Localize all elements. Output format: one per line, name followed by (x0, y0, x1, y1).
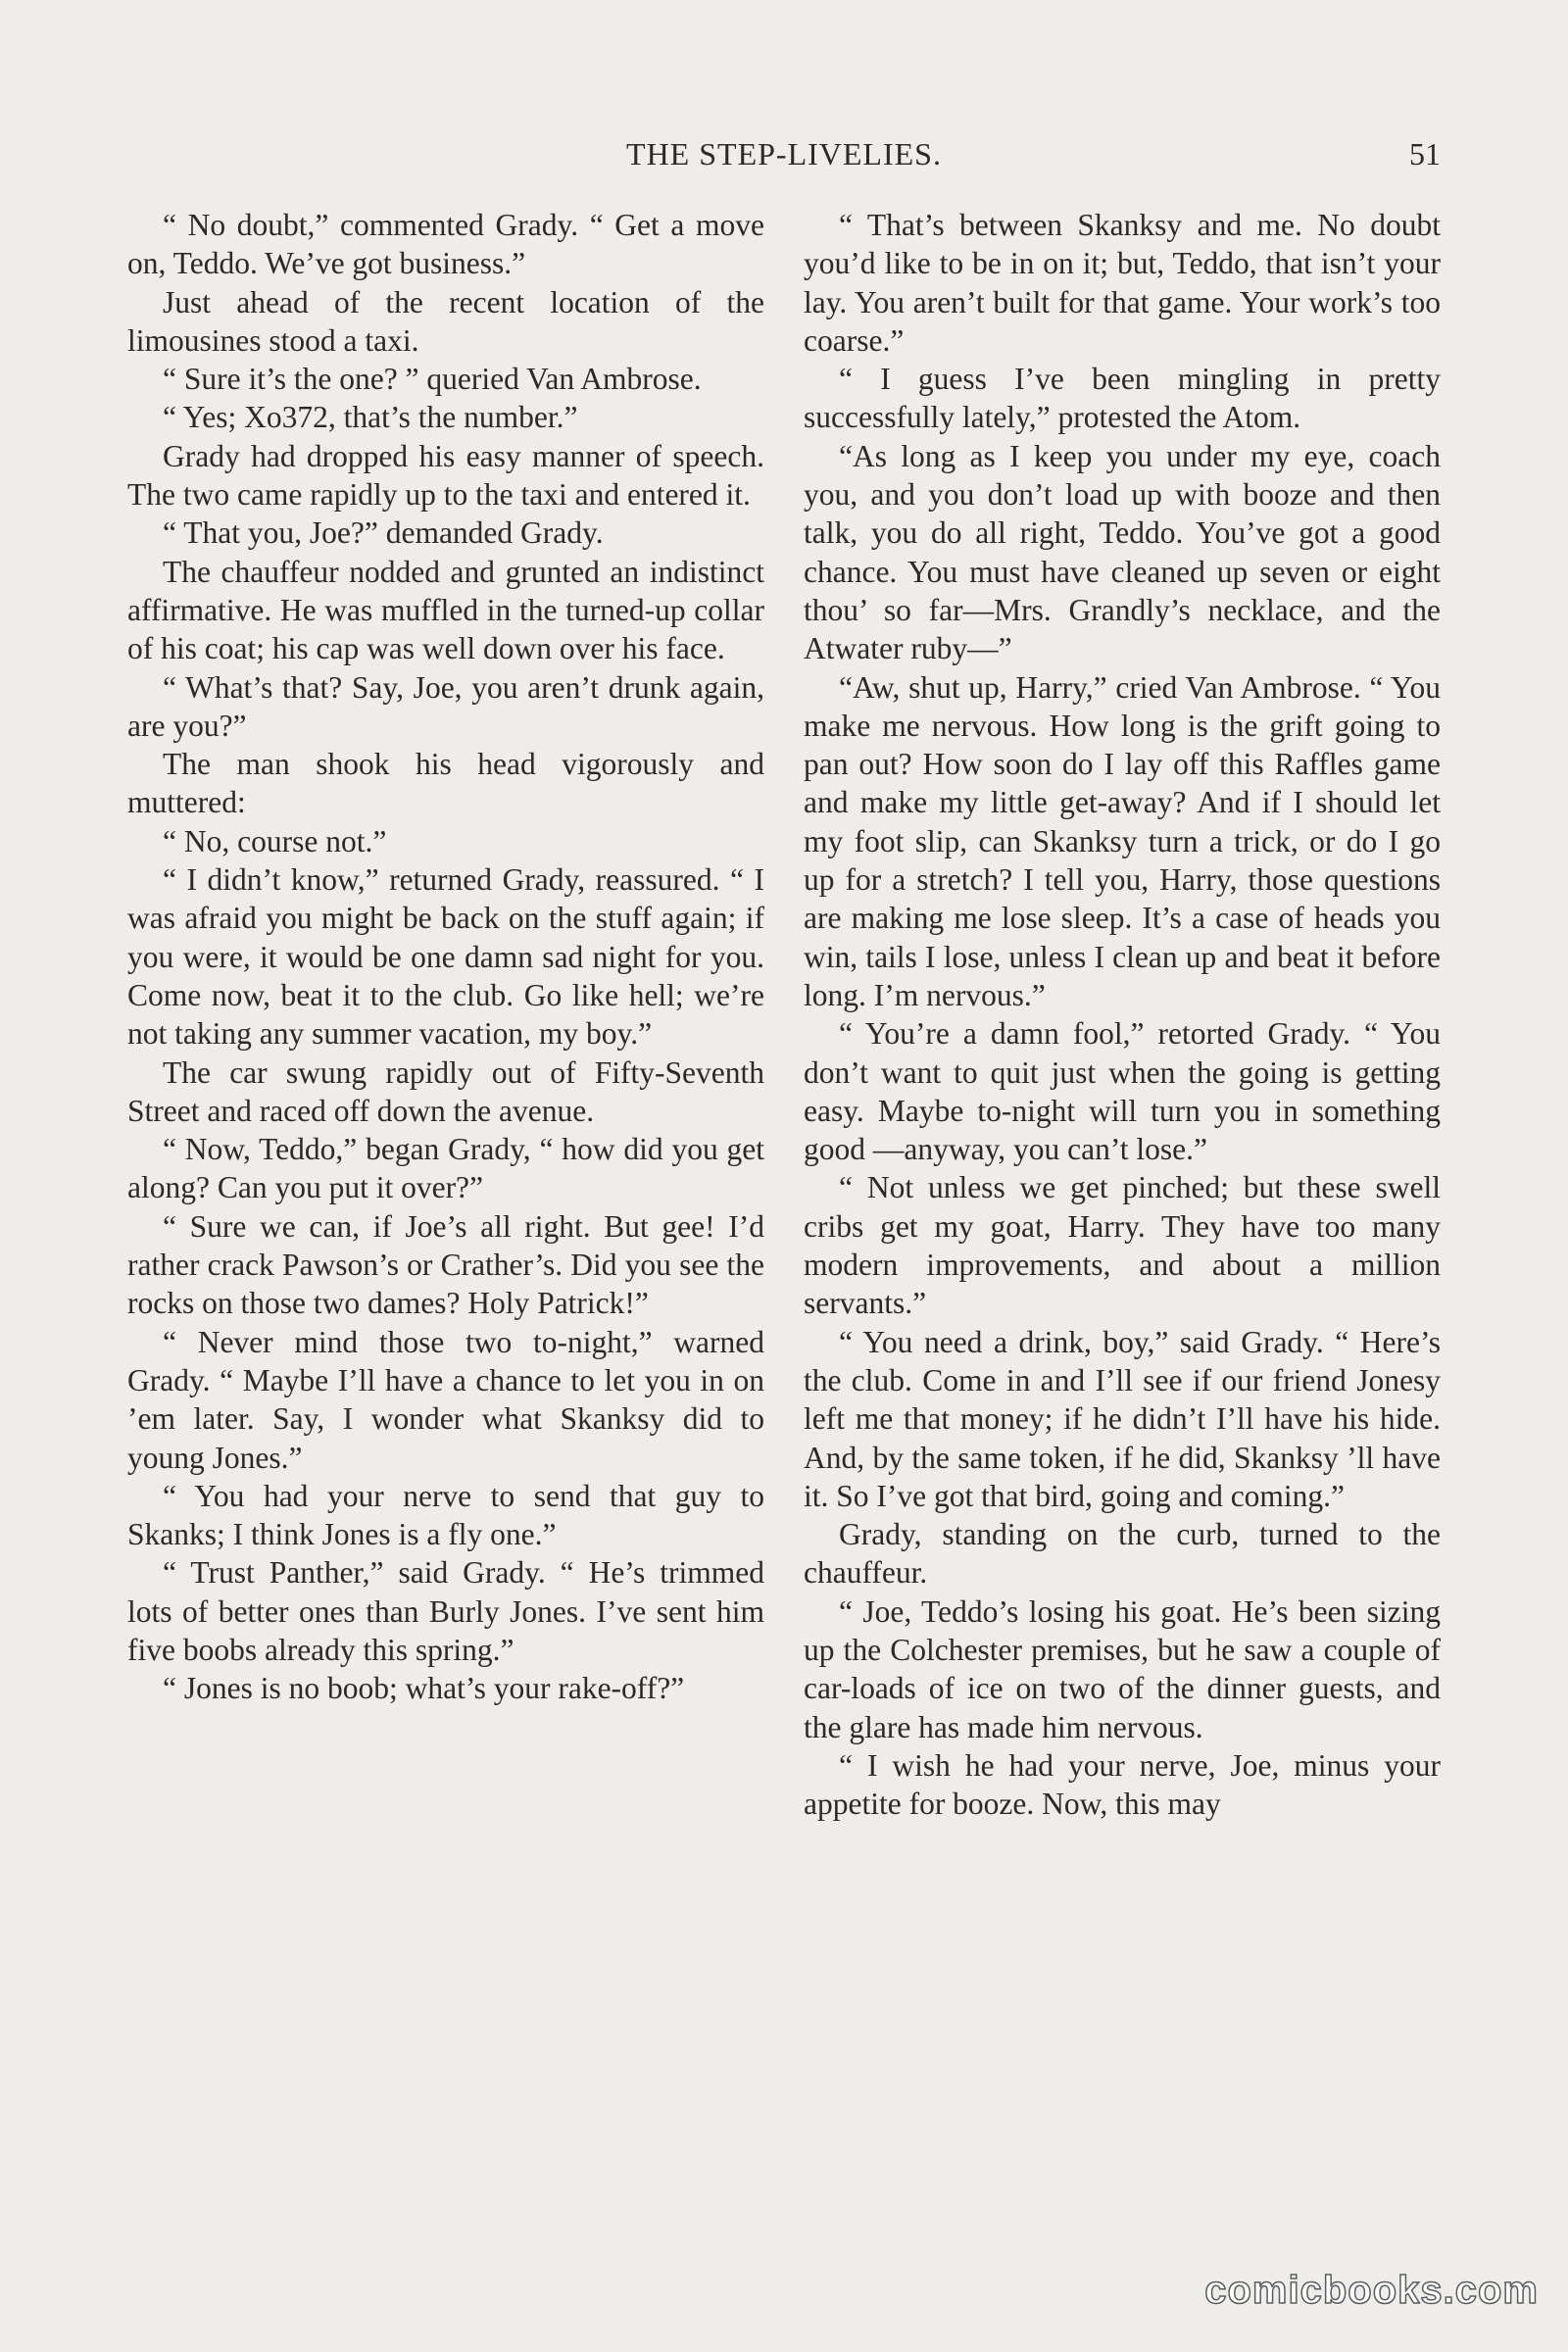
running-title: THE STEP-LIVELIES. (626, 136, 942, 172)
paragraph: Grady, standing on the curb, turned to the chauffeur. (804, 1517, 1441, 1591)
paragraph: “ Never mind those two to-night,” warned Grady. “ Maybe I’ll have a chance to let you in on ’em later. Say, I wonder what Skanksy did to young Jones.” (127, 1324, 764, 1475)
paragraph: “ You’re a damn fool,” retorted Grady. “ You don’t want to quit just when the going is getting easy. Maybe to-night will turn you in something good —anyway, you can’t lose.” (804, 1016, 1441, 1167)
paragraph: “ No, course not.” (163, 823, 387, 858)
page-header (127, 129, 1441, 178)
paragraph: The man shook his head vigorously and muttered: (127, 747, 764, 820)
paragraph: “ Yes; Xo372, that’s the number.” (163, 400, 578, 435)
paragraph: “ I didn’t know,” returned Grady, reassured. “ I was afraid you might be back on the stuff again; if you were, it would be one damn sad night for you. Come now, beat it to the club. Go like hell; we’re not taking any summer vacation, my boy.” (127, 862, 764, 1052)
paragraph: “ That’s between Skanksy and me. No doubt you’d like to be in on it; but, Teddo, that isn’t your lay. You aren’t built for that game. Your work’s too coarse.” (804, 208, 1441, 358)
paragraph: “ No doubt,” commented Grady. “ Get a move on, Teddo. We’ve got business.” (127, 208, 764, 281)
paragraph: “ What’s that? Say, Joe, you aren’t drunk again, are you?” (127, 669, 764, 743)
paragraph: “ Jones is no boob; what’s your rake-off?” (163, 1671, 685, 1706)
paragraph: The chauffeur nodded and grunted an indistinct affirmative. He was muffled in the turned-up collar of his coat; his cap was well down over his face. (127, 554, 764, 666)
paragraph: Just ahead of the recent location of the limousines stood a taxi. (127, 284, 764, 358)
paragraph: “ I wish he had your nerve, Joe, minus your appetite for booze. Now, this may (804, 1747, 1441, 1822)
paragraph: “ That you, Joe?” demanded Grady. (163, 515, 604, 551)
paragraph: “As long as I keep you under my eye, coach you, and you don’t load up with booze and then talk, you do all right, Teddo. You’ve got a good chance. You must have cleaned up seven or eight thou’ so far—Mrs. Grandly’s necklace, and the Atwater ruby—” (804, 438, 1441, 666)
paragraph: “ You need a drink, boy,” said Grady. “ Here’s the club. Come in and I’ll see if our friend Jonesy left me that money; if he didn’t I’ll have his hide. And, by the same token, if he did, Skanksy ’ll have it. So I’ve got that bird, going and coming.” (804, 1324, 1441, 1513)
left-column (127, 206, 764, 2166)
paragraph: Grady had dropped his easy manner of speech. The two came rapidly up to the taxi and entered it. (127, 438, 764, 513)
paragraph: “ Trust Panther,” said Grady. “ He’s trimmed lots of better ones than Burly Jones. I’ve sent him five boobs already this spring.” (127, 1555, 764, 1667)
paragraph: “ Now, Teddo,” began Grady, “ how did you get along? Can you put it over?” (127, 1132, 764, 1205)
paragraph: The car swung rapidly out of Fifty-Seventh Street and raced off down the avenue. (127, 1054, 764, 1128)
paragraph: “ Sure we can, if Joe’s all right. But gee! I’d rather crack Pawson’s or Crather’s. Did you see the rocks on those two dames? Holy Patrick!” (127, 1208, 764, 1321)
paragraph: “Aw, shut up, Harry,” cried Van Ambrose. “ You make me nervous. How long is the grift going to pan out? How soon do I lay off this Raffles game and make my little get-away? And if I should let my foot slip, can Skanksy turn a trick, or do I go up for a stretch? I tell you, Harry, those questions are making me lose sleep. It’s a case of heads you win, tails I lose, unless I clean up and beat it before long. I’m nervous.” (804, 669, 1441, 1012)
paragraph: “ I guess I’ve been mingling in pretty successfully lately,” protested the Atom. (804, 362, 1441, 435)
text-columns (127, 206, 1441, 2166)
watermark-logo: comicbooks.com (1204, 2269, 1539, 2312)
paragraph: “ Joe, Teddo’s losing his goat. He’s been sizing up the Colchester premises, but he saw a couple of car-loads of ice on two of the dinner guests, and the glare has made him nervous. (804, 1593, 1441, 1744)
paragraph: “ Not unless we get pinched; but these swell cribs get my goat, Harry. They have too many modern improvements, and about a million servants.” (804, 1170, 1441, 1321)
paragraph: “ You had your nerve to send that guy to Skanks; I think Jones is a fly one.” (127, 1478, 764, 1552)
right-column (804, 206, 1441, 2166)
page-number: 51 (1409, 136, 1441, 172)
paragraph: “ Sure it’s the one? ” queried Van Ambrose. (163, 362, 702, 397)
